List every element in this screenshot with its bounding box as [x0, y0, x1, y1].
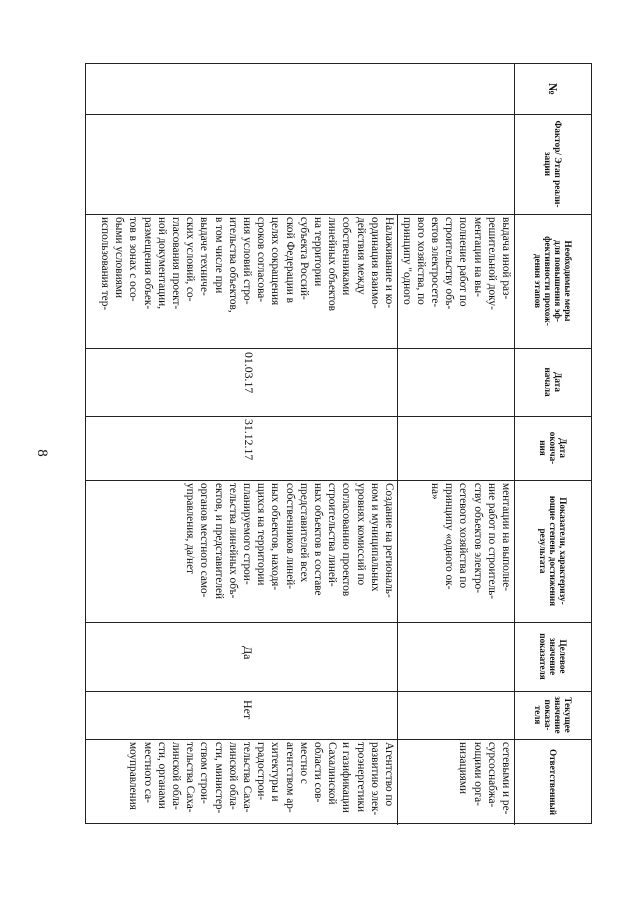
row2-responsible: Агентство по развитию элек- троэнергетики и газификации Сахалинской области сов- местно с агентством ар- хитектуры и градострои- тельства Саха- линской обла- сти, министер- ством строи- тельства Саха- линской обла- сти, органами местного са- моуправления [127, 742, 395, 816]
row1-measures: выдача иной раз- решительной доку- ментации на вы- полнение работ по строительству объ- ектов электросете- вого хозяйства, по принципу "одного [400, 217, 512, 310]
row2-indicators: Создание на региональ- ном и муниципальных уровнях комиссий по согласованию проектов строительства линей- ных объектов в составе представителей всех собственников линей- ных объектов, находя- щихся на территории планируемого строи- тельства линейных объ- ектов, и представителей органов местного само- управления, да/нет [184, 483, 395, 600]
header-measures: Необходимые меры для повышения эф- фективности прохож- дения этапов [532, 236, 574, 326]
header-current-value: Текущее значение показа- теля [532, 696, 574, 734]
measures-table [85, 63, 592, 824]
row2-measures: Налаживание и ко- ординация взаимо- действия между собственниками линейных объектов на территории субъекта Россий- ской Федерации в целях сокращения сроков согласова- ния условий стро- ительства объектов, в том числе при выдаче техниче- ских условий, со- гласования проект- ной документации, размещения объек- тов в зонах с осо- быми условиями использования тер- [98, 217, 395, 313]
header-factor: Фактор/ Этап реали- зации [543, 120, 564, 208]
rotated-page-content [85, 63, 592, 824]
row2-target-value: Да [241, 646, 255, 660]
header-number: № [546, 82, 561, 96]
row-divider [397, 214, 398, 825]
row2-end-date: 31.12.17 [242, 419, 256, 461]
row2-current-value: Нет [241, 700, 255, 720]
page-number: 8 [34, 449, 51, 457]
header-indicators: Показатели, характеризу- ющие степень достижения результата [537, 495, 569, 607]
row1-indicators: ментации на выполне- ние работ по строитель- ству объектов электро- сетевого хозяйства по принципу «одного ок- на» [428, 483, 512, 600]
row2-start-date: 01.03.17 [242, 352, 256, 394]
header-target-value: Целевое значение показателя [537, 633, 569, 680]
row1-responsible: сетевыми и ре- сурсоснабжа- ющими орга- низациями [457, 742, 512, 815]
header-start-date: Дата начала [543, 367, 564, 397]
header-responsible: Ответственный [548, 748, 559, 815]
header-end-date: Дата оконча- ния [537, 431, 569, 465]
